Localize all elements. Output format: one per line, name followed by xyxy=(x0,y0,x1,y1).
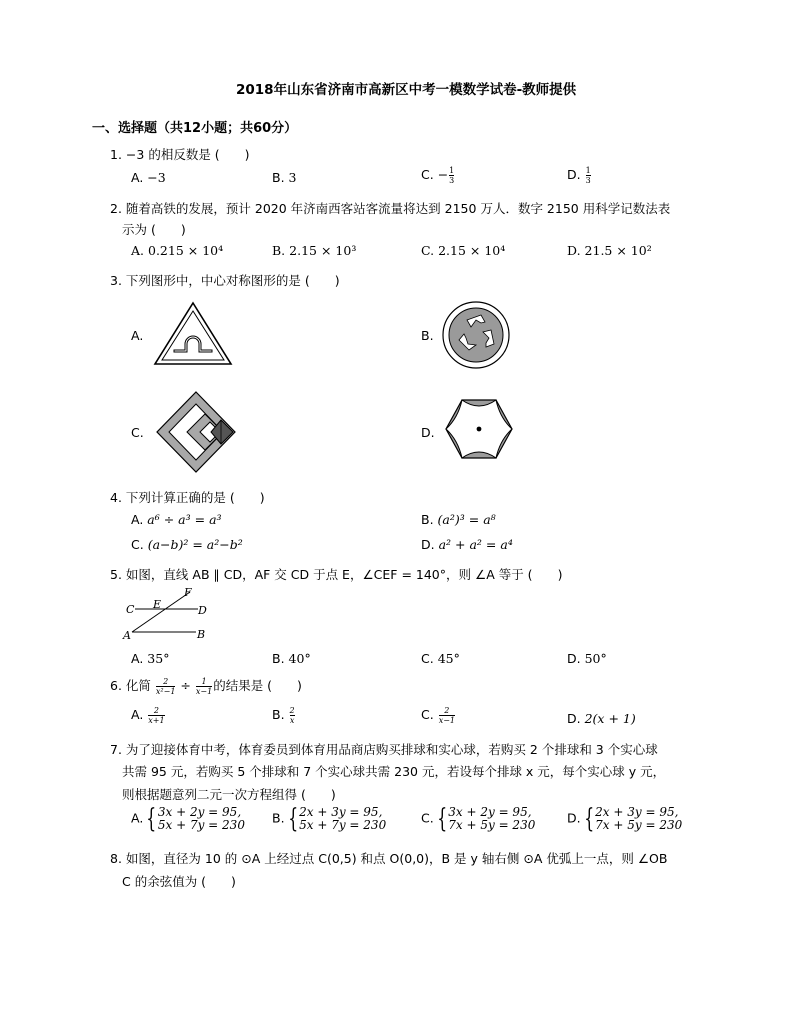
label-C: C xyxy=(126,603,135,616)
option-value: 2.15 × 10⁴ xyxy=(438,243,506,258)
option-value: 2.15 × 10³ xyxy=(289,243,357,258)
equation-system: 2x + 3y = 95, 7x + 5y = 230 xyxy=(595,805,683,832)
option-value: 35° xyxy=(147,651,170,666)
question-number: 5. xyxy=(110,567,122,582)
question-number: 8. xyxy=(110,851,122,866)
q4-option-b[interactable] xyxy=(421,512,496,527)
q1-option-d[interactable] xyxy=(567,166,592,185)
q5-option-c[interactable] xyxy=(421,651,460,666)
option-label: B. xyxy=(272,651,285,666)
q1-option-a[interactable] xyxy=(131,170,166,185)
q2-option-a[interactable] xyxy=(131,243,223,258)
option-label: D. xyxy=(567,243,581,258)
question-5 xyxy=(110,565,562,583)
q1-option-b[interactable] xyxy=(272,170,297,185)
q5-option-d[interactable] xyxy=(567,651,607,666)
question-stem: 如图，直径为 10 的 ⊙A 上经过点 C(0,5) 和点 O(0,0)，B 是 y 轴右侧 ⊙A 优弧上一点，则 ∠OB xyxy=(125,851,668,866)
question-3 xyxy=(110,271,340,289)
hexagon-umbrella-figure xyxy=(444,398,514,460)
label-F: F xyxy=(184,586,192,599)
option-label: D. xyxy=(567,167,581,182)
q7-option-b[interactable] xyxy=(272,806,386,832)
q4-option-c[interactable] xyxy=(131,537,243,552)
q3-option-b-label[interactable]: B. xyxy=(421,328,434,343)
equation-system: 3x + 2y = 95, 5x + 7y = 230 xyxy=(157,805,245,832)
q3-option-a-label[interactable]: A. xyxy=(131,328,144,343)
page-title: 2018年山东省济南市高新区中考一模数学试卷-教师提供 xyxy=(236,82,577,98)
option-label: D. xyxy=(567,711,581,726)
q7-option-a[interactable] xyxy=(131,806,245,832)
parallel-lines-figure xyxy=(120,584,220,644)
option-value: 3 xyxy=(288,170,297,185)
option-label: C. xyxy=(421,651,434,666)
option-label: B. xyxy=(421,512,434,527)
equation-system: 3x + 2y = 95, 7x + 5y = 230 xyxy=(448,805,536,832)
question-8 xyxy=(110,849,667,867)
q3-option-c-label[interactable]: C. xyxy=(131,425,144,440)
q6-option-d[interactable] xyxy=(567,711,636,726)
question-stem-line2: 共需 95 元，若购买 5 个排球和 7 个实心球共需 230 元，若设每个排球 x 元，每个实心球 y 元， xyxy=(122,764,666,779)
question-stem-line3: 则根据题意列二元一次方程组得 ( ) xyxy=(122,787,336,802)
option-value: 45° xyxy=(437,651,460,666)
q4-option-d[interactable] xyxy=(421,537,513,552)
warning-triangle-figure xyxy=(152,300,234,368)
option-label: C. xyxy=(421,707,434,722)
option-value: 40° xyxy=(288,651,311,666)
question-stem: 随着高铁的发展，预计 2020 年济南西客站客流量将达到 2150 万人．数字 2150 用科学记数法表 xyxy=(125,201,671,216)
question-stem: 下列图形中，中心对称图形的是 ( ) xyxy=(125,273,340,288)
fraction: $\frac{2}{x+1}$ xyxy=(148,706,165,725)
option-label: D. xyxy=(567,651,581,666)
option-value: a² + a² = a⁴ xyxy=(438,537,513,552)
q4-option-a[interactable] xyxy=(131,512,222,527)
fraction: $\frac{2}{x-1}$ xyxy=(438,706,455,725)
option-value: (a²)³ = a⁸ xyxy=(437,512,496,527)
option-label: B. xyxy=(272,243,286,258)
option-value: 2(x + 1) xyxy=(584,711,636,726)
option-sign: − xyxy=(437,167,449,182)
question-stem: −3 的相反数是 ( ) xyxy=(125,147,250,162)
left-brace: { xyxy=(583,804,594,834)
fraction: $\frac{1}{3}$ xyxy=(585,166,591,185)
section-heading: 一、选择题（共12小题；共60分） xyxy=(92,121,298,136)
option-label: B. xyxy=(272,170,285,185)
question-1 xyxy=(110,145,250,163)
option-label: C. xyxy=(421,810,434,826)
q6-option-a[interactable] xyxy=(131,706,166,725)
nested-diamond-figure xyxy=(155,390,237,474)
q7-option-c[interactable] xyxy=(421,806,535,832)
question-stem-suffix: 的结果是 ( ) xyxy=(213,678,302,693)
equation-system: 2x + 3y = 95, 5x + 7y = 230 xyxy=(299,805,387,832)
left-brace: { xyxy=(437,804,447,834)
question-2 xyxy=(110,199,670,217)
question-stem: 下列计算正确的是 ( ) xyxy=(125,490,265,505)
option-value: −3 xyxy=(147,170,166,185)
option-value: (a−b)² = a²−b² xyxy=(147,537,243,552)
q2-option-d[interactable] xyxy=(567,243,652,258)
option-label: A. xyxy=(131,810,144,826)
option-label: A. xyxy=(131,512,144,527)
q7-option-d[interactable] xyxy=(567,806,682,832)
q2-option-c[interactable] xyxy=(421,243,505,258)
question-stem-line2: 示为 ( ) xyxy=(122,222,186,237)
option-label: B. xyxy=(272,707,285,722)
operator: ÷ xyxy=(180,678,191,693)
question-stem-line2: C 的余弦值为 ( ) xyxy=(122,874,236,889)
question-number: 1. xyxy=(110,147,122,162)
q1-option-c[interactable] xyxy=(421,166,455,185)
label-E: E xyxy=(153,598,162,611)
fraction: $\frac{1}{3}$ xyxy=(449,166,455,185)
option-label: C. xyxy=(421,167,434,182)
fraction: $\frac{1}{x-1}$ xyxy=(195,677,213,696)
recycle-symbol-figure xyxy=(441,300,511,370)
option-label: A. xyxy=(131,170,144,185)
left-brace: { xyxy=(146,804,157,834)
q3-option-d-label[interactable]: D. xyxy=(421,425,435,440)
option-label: D. xyxy=(421,537,435,552)
question-number: 6. xyxy=(110,678,122,693)
label-D: D xyxy=(198,604,207,617)
question-number: 2. xyxy=(110,201,122,216)
q6-option-b[interactable] xyxy=(272,706,296,725)
question-6 xyxy=(110,676,302,696)
q5-option-a[interactable] xyxy=(131,651,169,666)
option-value: 0.215 × 10⁴ xyxy=(148,243,224,258)
question-4 xyxy=(110,488,265,506)
left-brace: { xyxy=(287,804,298,834)
option-label: C. xyxy=(421,243,435,258)
question-number: 3. xyxy=(110,273,122,288)
fraction: $\frac{2}{\text{x²−1}}$ xyxy=(155,677,176,696)
option-label: A. xyxy=(131,243,145,258)
option-label: B. xyxy=(272,810,285,826)
option-value: a⁶ ÷ a³ = a³ xyxy=(147,512,222,527)
option-label: D. xyxy=(567,810,581,826)
question-stem: 如图，直线 AB ∥ CD，AF 交 CD 于点 E，∠CEF = 140°，则 ∠A 等于 ( ) xyxy=(125,567,563,582)
question-number: 7. xyxy=(110,742,122,757)
label-A: A xyxy=(123,629,131,642)
question-7 xyxy=(110,740,658,758)
q6-option-c[interactable] xyxy=(421,706,456,725)
label-B: B xyxy=(197,628,206,641)
option-label: A. xyxy=(131,651,144,666)
q5-option-b[interactable] xyxy=(272,651,311,666)
question-number: 4. xyxy=(110,490,122,505)
q2-option-b[interactable] xyxy=(272,243,356,258)
fraction: $\frac{2}{x}$ xyxy=(289,706,295,725)
option-label: A. xyxy=(131,707,144,722)
question-stem-prefix: 化简 xyxy=(125,678,151,693)
option-value: 21.5 × 10² xyxy=(584,243,652,258)
option-value: 50° xyxy=(584,651,607,666)
option-label: C. xyxy=(131,537,144,552)
question-stem: 为了迎接体育中考，体育委员到体育用品商店购买排球和实心球，若购买 2 个排球和 3 个实心球 xyxy=(125,742,658,757)
